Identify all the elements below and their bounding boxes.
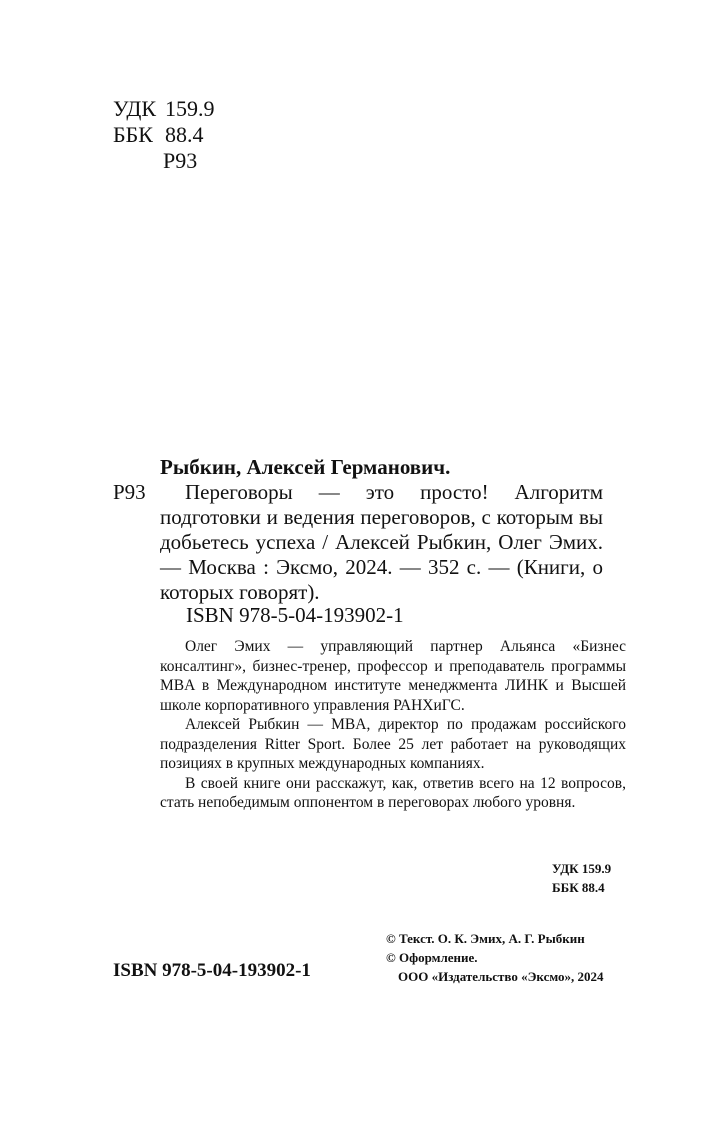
bbk-value: 88.4 [165, 122, 204, 147]
copyright-text-line: © Текст. О. К. Эмих, А. Г. Рыбкин [386, 931, 585, 946]
copyright-publisher-line: ООО «Издательство «Эксмо», 2024 [398, 969, 604, 984]
top-classification-block [113, 96, 215, 174]
bibliographic-description: Переговоры — это просто! Алгоритм подготовки и ведения переговоров, с которым вы добьетесь успеха / Алексей Рыбкин, Олег Эмих. — Москва : Эксмо, 2024. — 352 с. — (Книги, о которых говорят). [160, 480, 603, 604]
udk-label: УДК [113, 96, 157, 121]
udk-value: 159.9 [165, 96, 215, 121]
annotation-paragraph-1: Олег Эмих — управляющий партнер Альянса «Бизнес консалтинг», бизнес-тренер, профессор и преподаватель программы MBA в Международном институте менеджмента ЛИНК и Высшей школе корпоративного управления РАНХиГС. [160, 638, 626, 714]
annotation-block [160, 637, 626, 813]
annotation-paragraph-3: В своей книге они расскажут, как, ответив всего на 12 вопросов, стать непобедимым оппонентом в переговорах любого уровня. [160, 774, 626, 811]
small-bbk: ББК 88.4 [552, 880, 605, 895]
copyright-design-line: © Оформление. [386, 950, 478, 965]
small-classification-block [552, 859, 611, 897]
annotation-paragraph-2: Алексей Рыбкин — MBA, директор по продажам российского подразделения Ritter Sport. Более 25 лет работает на руководящих позициях в крупных международных компаниях. [160, 716, 626, 772]
udk-row [113, 96, 215, 122]
author-heading: Рыбкин, Алексей Германович. [160, 455, 451, 479]
copyright-block [386, 929, 626, 986]
top-author-mark: Р93 [163, 148, 198, 173]
bbk-label: ББК [113, 122, 153, 147]
record-isbn: ISBN 978-5-04-193902-1 [186, 603, 404, 627]
bbk-row [113, 122, 215, 148]
record-author-mark: Р93 [113, 480, 146, 504]
bottom-isbn: ISBN 978-5-04-193902-1 [113, 960, 311, 981]
small-udk: УДК 159.9 [552, 861, 612, 876]
